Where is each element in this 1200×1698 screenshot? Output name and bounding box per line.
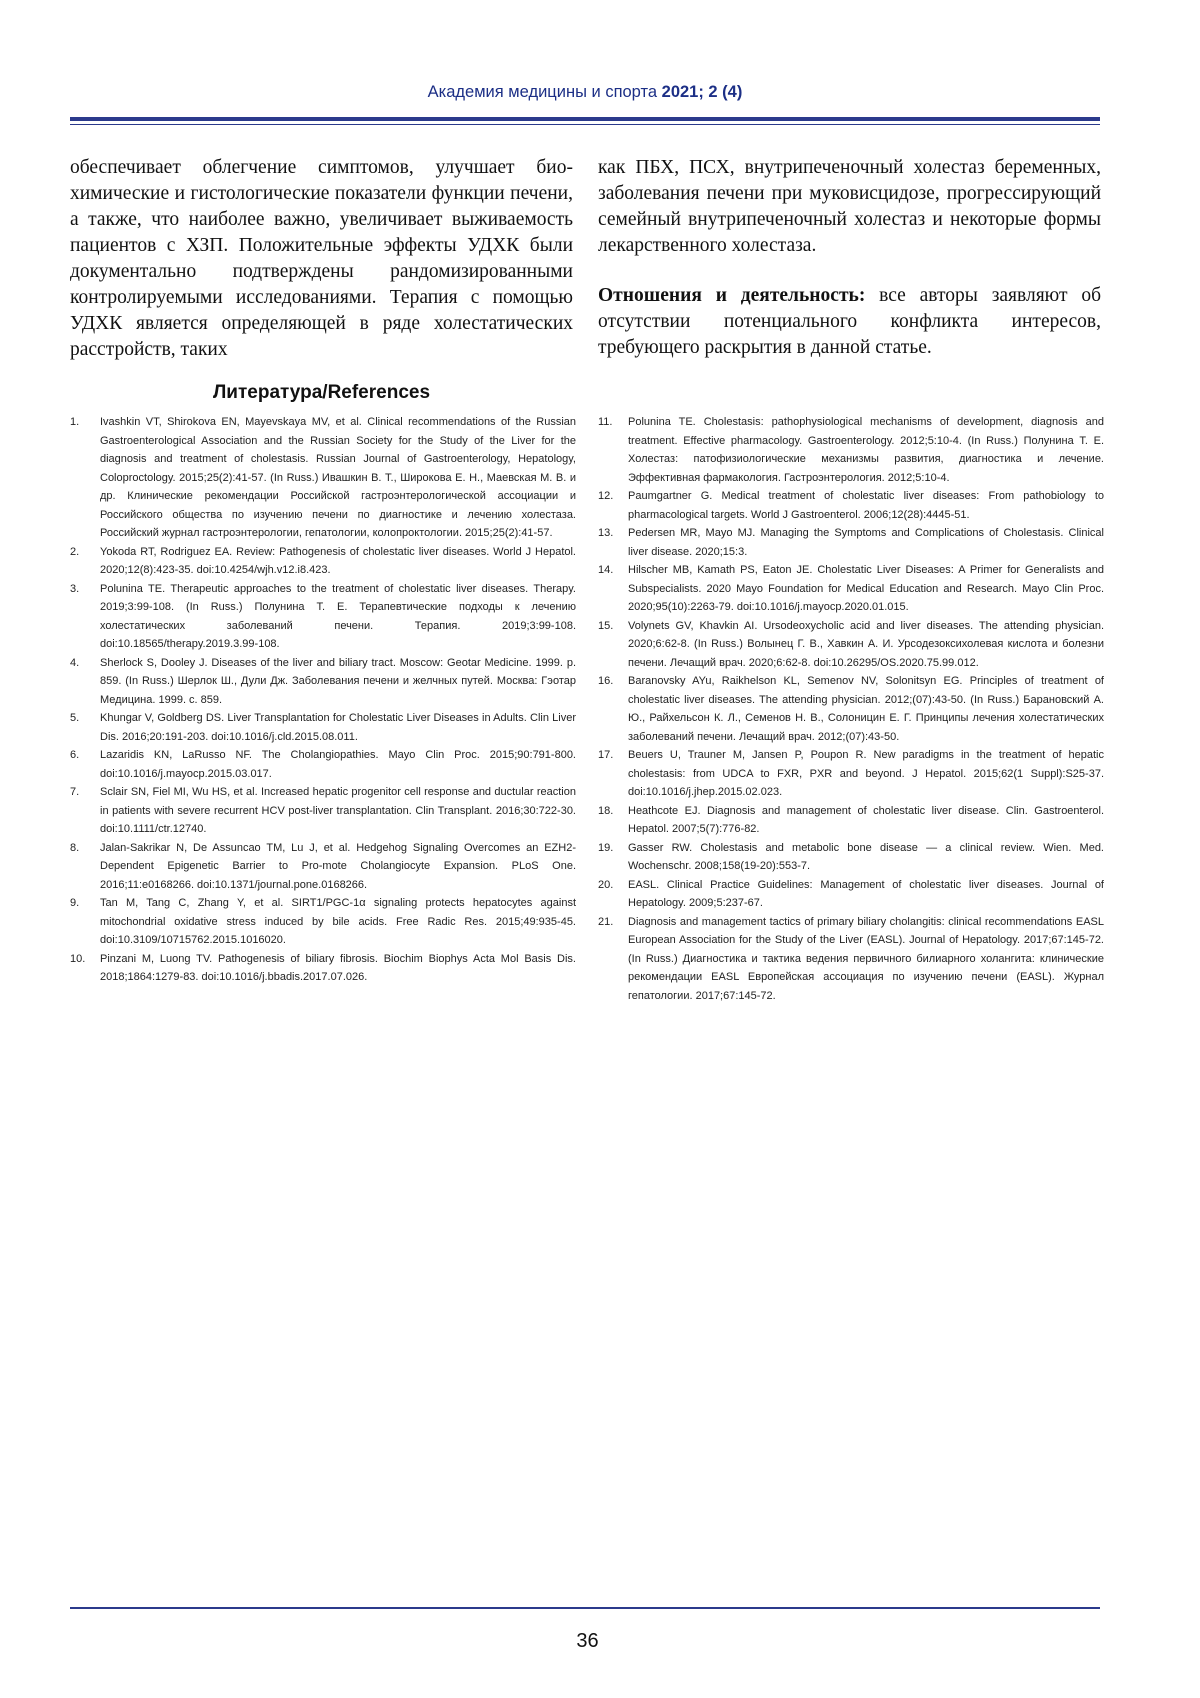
conflict-heading: Отношения и деятельность: (598, 285, 865, 306)
reference-text: Lazaridis KN, LaRusso NF. The Cholangiopathies. Mayo Clin Proc. 2015;90:791-800. doi:10.1016/j.mayocp.2015.03.017. (100, 746, 576, 783)
reference-text: Sclair SN, Fiel MI, Wu HS, et al. Increased hepatic progenitor cell response and ductular reaction in patients with severe recurrent HCV post-liver transplantation. Clin Transplant. 2016;30:722-30. doi:10.1111/ctr.12740. (100, 783, 576, 839)
reference-item (70, 413, 576, 543)
reference-item (598, 913, 1104, 1006)
reference-item (70, 950, 576, 987)
reference-item (598, 524, 1104, 561)
conflict-of-interest-statement (598, 283, 1101, 361)
reference-text: EASL. Clinical Practice Guidelines: Management of cholestatic liver diseases. Journal of Hepatology. 2009;5:237-67. (628, 876, 1104, 913)
references-title: Литература/References (70, 382, 573, 404)
reference-text: Pedersen MR, Mayo MJ. Managing the Symptoms and Complications of Cholestasis. Clinical liver disease. 2020;15:3. (628, 524, 1104, 561)
reference-text: Yokoda RT, Rodriguez EA. Review: Pathogenesis of cholestatic liver diseases. World J Hepatol. 2020;12(8):423-35. doi:10.4254/wjh.v12.i8.423. (100, 543, 576, 580)
reference-text: Paumgartner G. Medical treatment of cholestatic liver diseases: From pathobiology to pharmacological targets. World J Gastroenterol. 2006;12(28):4445-51. (628, 487, 1104, 524)
reference-item (598, 487, 1104, 524)
reference-item (598, 617, 1104, 673)
reference-item (598, 876, 1104, 913)
reference-item (598, 561, 1104, 617)
header-rule-thick (70, 117, 1100, 121)
reference-item (70, 709, 576, 746)
reference-item (70, 783, 576, 839)
body-text-right-column (598, 155, 1101, 361)
references-list-right (598, 413, 1104, 1005)
reference-item (70, 839, 576, 895)
reference-number: 3. (70, 580, 100, 654)
footer-rule (70, 1607, 1100, 1609)
reference-text: Ivashkin VT, Shirokova EN, Mayevskaya MV, et al. Clinical recommendations of the Russian Gastroenterological Association and the Russian Society for the Study of the Liver for the diagnosis and treatment of cholestasis. Russian Journal of Gastroenterology, Hepatology, Coloproctology. 2015;25(2):41-57. (In Russ.) Ивашкин В. Т., Широкова Е. Н., Маевская М. В. и др. Клинические рекомендации Российской гастроэнтерологи­ческой ассоциации и Российского общества по изучению печени по диагностике и лечению холестаза. Российский журнал гастроэнтерологии, гепатологии, коло­проктологии. 2015;25(2):41-57. (100, 413, 576, 543)
references-list-left (70, 413, 576, 987)
reference-number: 20. (598, 876, 628, 913)
reference-number: 12. (598, 487, 628, 524)
journal-issue: 2021; 2 (4) (662, 83, 743, 101)
reference-text: Heathcote EJ. Diagnosis and management of cholestatic liver disease. Clin. Gastroenterol. Hepatol. 2007;5(7):776-82. (628, 802, 1104, 839)
reference-item (70, 746, 576, 783)
reference-number: 21. (598, 913, 628, 1006)
body-paragraph-left: обеспечивает облегчение симптомов, улучшает био­химические и гистологические показатели функции печени, а также, что наиболее важно, увеличивает выживаемость пациентов с ХЗП. Положительные эффекты УДХК были документально подтверждены рандомизированными контролируемыми исследова­ниями. Терапия с помощью УДХК является опреде­ляющей в ряде холестатических расстройств, таких (70, 155, 573, 363)
reference-number: 5. (70, 709, 100, 746)
reference-item (598, 839, 1104, 876)
reference-item (598, 413, 1104, 487)
reference-text: Pinzani M, Luong TV. Pathogenesis of biliary fibrosis. Biochim Biophys Acta Mol Basis Dis. 2018;1864:1279-83. doi:10.1016/j.bbadis.2017.07.026. (100, 950, 576, 987)
journal-name: Академия медицины и спорта (428, 83, 657, 101)
reference-text: Diagnosis and management tactics of primary biliary cholangitis: clinical recommendations EASL European Association for the Study of the Liver (EASL). Journal of Hepatology. 2017;67:145-72. (In Russ.) Диагностика и тактика ведения первичного билиарного холангита: клинические рекомендации EASL Европейская ассоциация по изучению печени (EASL). Журнал гепатологии. 2017;67:145-72. (628, 913, 1104, 1006)
reference-number: 15. (598, 617, 628, 673)
reference-item (70, 894, 576, 950)
header-rule-thin (70, 124, 1100, 125)
reference-item (598, 802, 1104, 839)
reference-item (70, 580, 576, 654)
reference-text: Khungar V, Goldberg DS. Liver Transplantation for Cholestatic Liver Diseases in Adults. Clin Liver Dis. 2016;20:191-203. doi:10.1016/j.cld.2015.08.011. (100, 709, 576, 746)
reference-text: Tan M, Tang C, Zhang Y, et al. SIRT1/PGC-1α signaling protects hepatocytes against mitochondrial oxidative stress induced by bile acids. Free Radic Res. 2015;49:935-45. doi:10.3109/10715762.2015.1016020. (100, 894, 576, 950)
body-text-left-column (70, 155, 573, 363)
reference-text: Beuers U, Trauner M, Jansen P, Poupon R. New paradigms in the treatment of hepatic cholestasis: from UDCA to FXR, PXR and beyond. J Hepatol. 2015;62(1 Suppl):S25-37. doi:10.1016/j.jhep.2015.02.023. (628, 746, 1104, 802)
reference-number: 9. (70, 894, 100, 950)
reference-number: 14. (598, 561, 628, 617)
reference-number: 19. (598, 839, 628, 876)
reference-number: 6. (70, 746, 100, 783)
reference-number: 8. (70, 839, 100, 895)
reference-number: 11. (598, 413, 628, 487)
body-paragraph-right: как ПБХ, ПСХ, внутрипеченочный холестаз бере­менных, заболевания печени при муковисцидозе, прогрессирующий семейный внутрипеченочный хо­лестаз и некоторые формы лекарственного холестаза. (598, 155, 1101, 259)
reference-text: Baranovsky AYu, Raikhelson KL, Semenov NV, Solonitsyn EG. Principles of treatment of cholestatic liver diseases. The attending physician. 2012;(07):43-50. (In Russ.) Барановский А. Ю., Райхельсон К. Л., Семенов Н. В., Солоницин Е. Г. Принципы лече­ния холестатических заболеваний печени. Лечащий врач. 2012;(07):43-50. (628, 672, 1104, 746)
reference-number: 18. (598, 802, 628, 839)
reference-item (70, 543, 576, 580)
reference-number: 10. (70, 950, 100, 987)
reference-number: 4. (70, 654, 100, 710)
reference-item (70, 654, 576, 710)
reference-number: 1. (70, 413, 100, 543)
reference-text: Polunina TE. Therapeutic approaches to the treatment of cholestatic liver diseases. Therapy. 2019;3:99-108. (In Russ.) Полунина Т. Е. Терапевтические подходы к лече­нию холестатических заболеваний печени. Терапия. 2019;3:99-108. doi:10.18565/therapy.2019.3.99-108. (100, 580, 576, 654)
reference-number: 7. (70, 783, 100, 839)
reference-number: 13. (598, 524, 628, 561)
reference-text: Hilscher MB, Kamath PS, Eaton JE. Cholestatic Liver Diseases: A Primer for Generalists and Subspecialists. 2020 Mayo Foundation for Medical Education and Research. Mayo Clin Proc. 2020;95(10):2263-79. doi:10.1016/j.mayocp.2020.01.015. (628, 561, 1104, 617)
reference-item (598, 746, 1104, 802)
reference-text: Jalan-Sakrikar N, De Assuncao TM, Lu J, et al. Hedgehog Signaling Overcomes an EZH2-Dependent Epigenetic Barrier to Pro-mote Cholangiocyte Expansion. PLoS One. 2016;11:e0168266. doi:10.1371/journal.pone.0168266. (100, 839, 576, 895)
reference-number: 17. (598, 746, 628, 802)
reference-text: Volynets GV, Khavkin AI. Ursodeoxycholic acid and liver diseases. The attending physician. 2020;6:62-8. (In Russ.) Волынец Г. В., Хавкин А. И. Урсодезоксихолевая кислота и болезни печени. Лечащий врач. 2020;6:62-8. doi:10.26295/OS.2020.75.99.012. (628, 617, 1104, 673)
reference-number: 2. (70, 543, 100, 580)
conflict-text: все авторы заявляют об отсутствии потенциального конфликта интересов, требующего раскрытия в данной статье. (598, 285, 1101, 358)
reference-text: Polunina TE. Cholestasis: pathophysiological mechanisms of development, diagnosis and treatment. Effective pharmacology. Gastroenterology. 2012;5:10-4. (In Russ.) Полунина Т. Е. Холестаз: патофизиологические механизмы развития, диагностика и лечение. Эффективная фармакология. Гастроэнтерология. 2012;5:10-4. (628, 413, 1104, 487)
reference-text: Sherlock S, Dooley J. Diseases of the liver and biliary tract. Moscow: Geotar Medicine. 1999. p. 859. (In Russ.) Шерлок Ш., Дули Дж. Заболевания печени и желчных путей. Москва: Гэотар Медицина. 1999. с. 859. (100, 654, 576, 710)
running-header (70, 83, 1100, 102)
reference-number: 16. (598, 672, 628, 746)
reference-item (598, 672, 1104, 746)
page-number: 36 (0, 1630, 1175, 1653)
reference-text: Gasser RW. Cholestasis and metabolic bone disease — a clinical review. Wien. Med. Wochenschr. 2008;158(19-20):553-7. (628, 839, 1104, 876)
